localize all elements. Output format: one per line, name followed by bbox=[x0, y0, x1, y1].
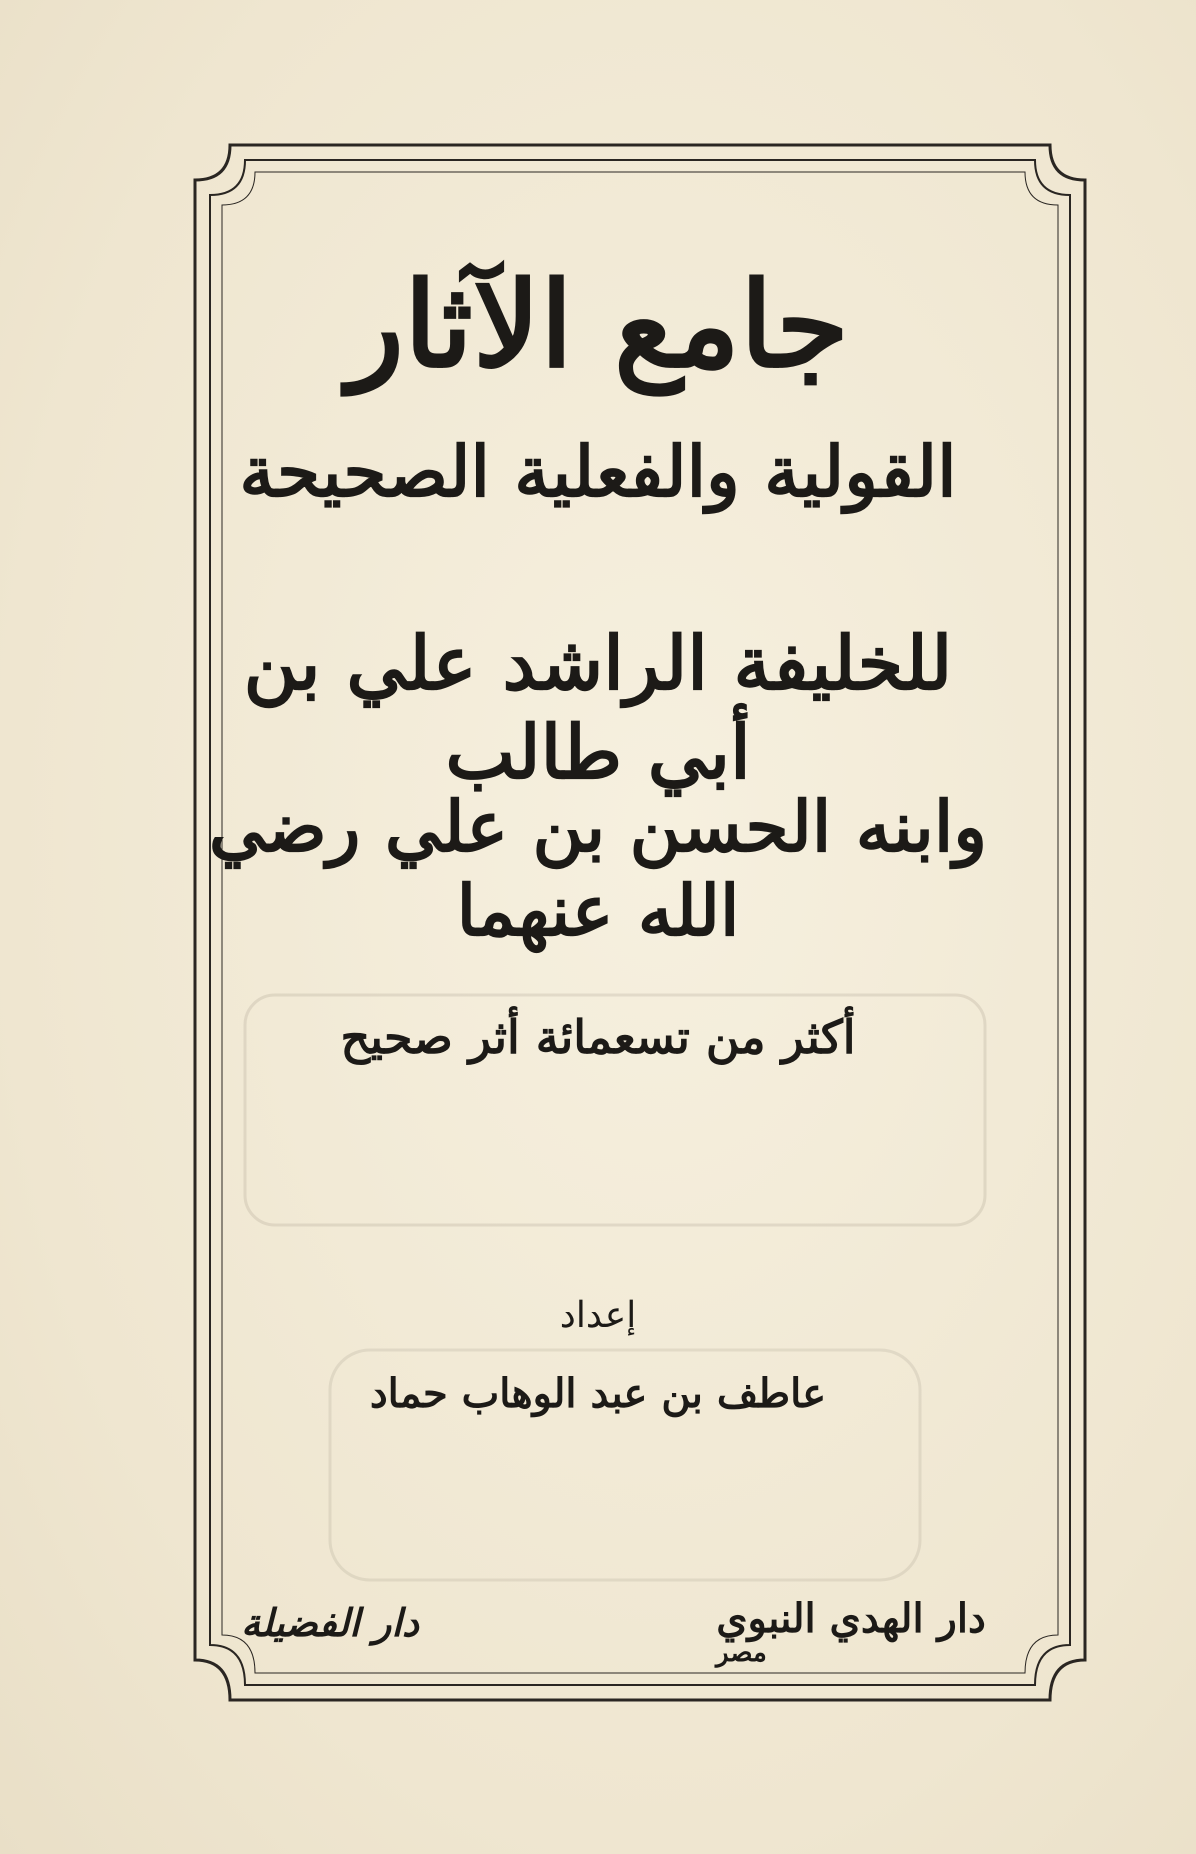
publisher-right bbox=[686, 1595, 1016, 1668]
title-line-son: وابنه الحسن بن علي رضي الله عنهما bbox=[208, 785, 988, 952]
author-name: عاطف بن عبد الوهاب حماد bbox=[369, 1370, 827, 1417]
book-title: جامع الآثار bbox=[347, 255, 849, 394]
title-line-caliph: للخليفة الراشد علي بن أبي طالب bbox=[243, 621, 953, 796]
publisher-left-logo: دار الفضيلة bbox=[241, 1600, 419, 1645]
publisher-right-name: دار الهدي النبوي bbox=[716, 1595, 986, 1642]
publisher-right-city: مصر bbox=[716, 1638, 767, 1668]
cover-content bbox=[180, 230, 1016, 1668]
prepared-by-label: إعداد bbox=[559, 1295, 637, 1336]
tagline: أكثر من تسعمائة أثر صحيح bbox=[340, 1010, 856, 1064]
book-subtitle: القولية والفعلية الصحيحة bbox=[239, 430, 957, 513]
